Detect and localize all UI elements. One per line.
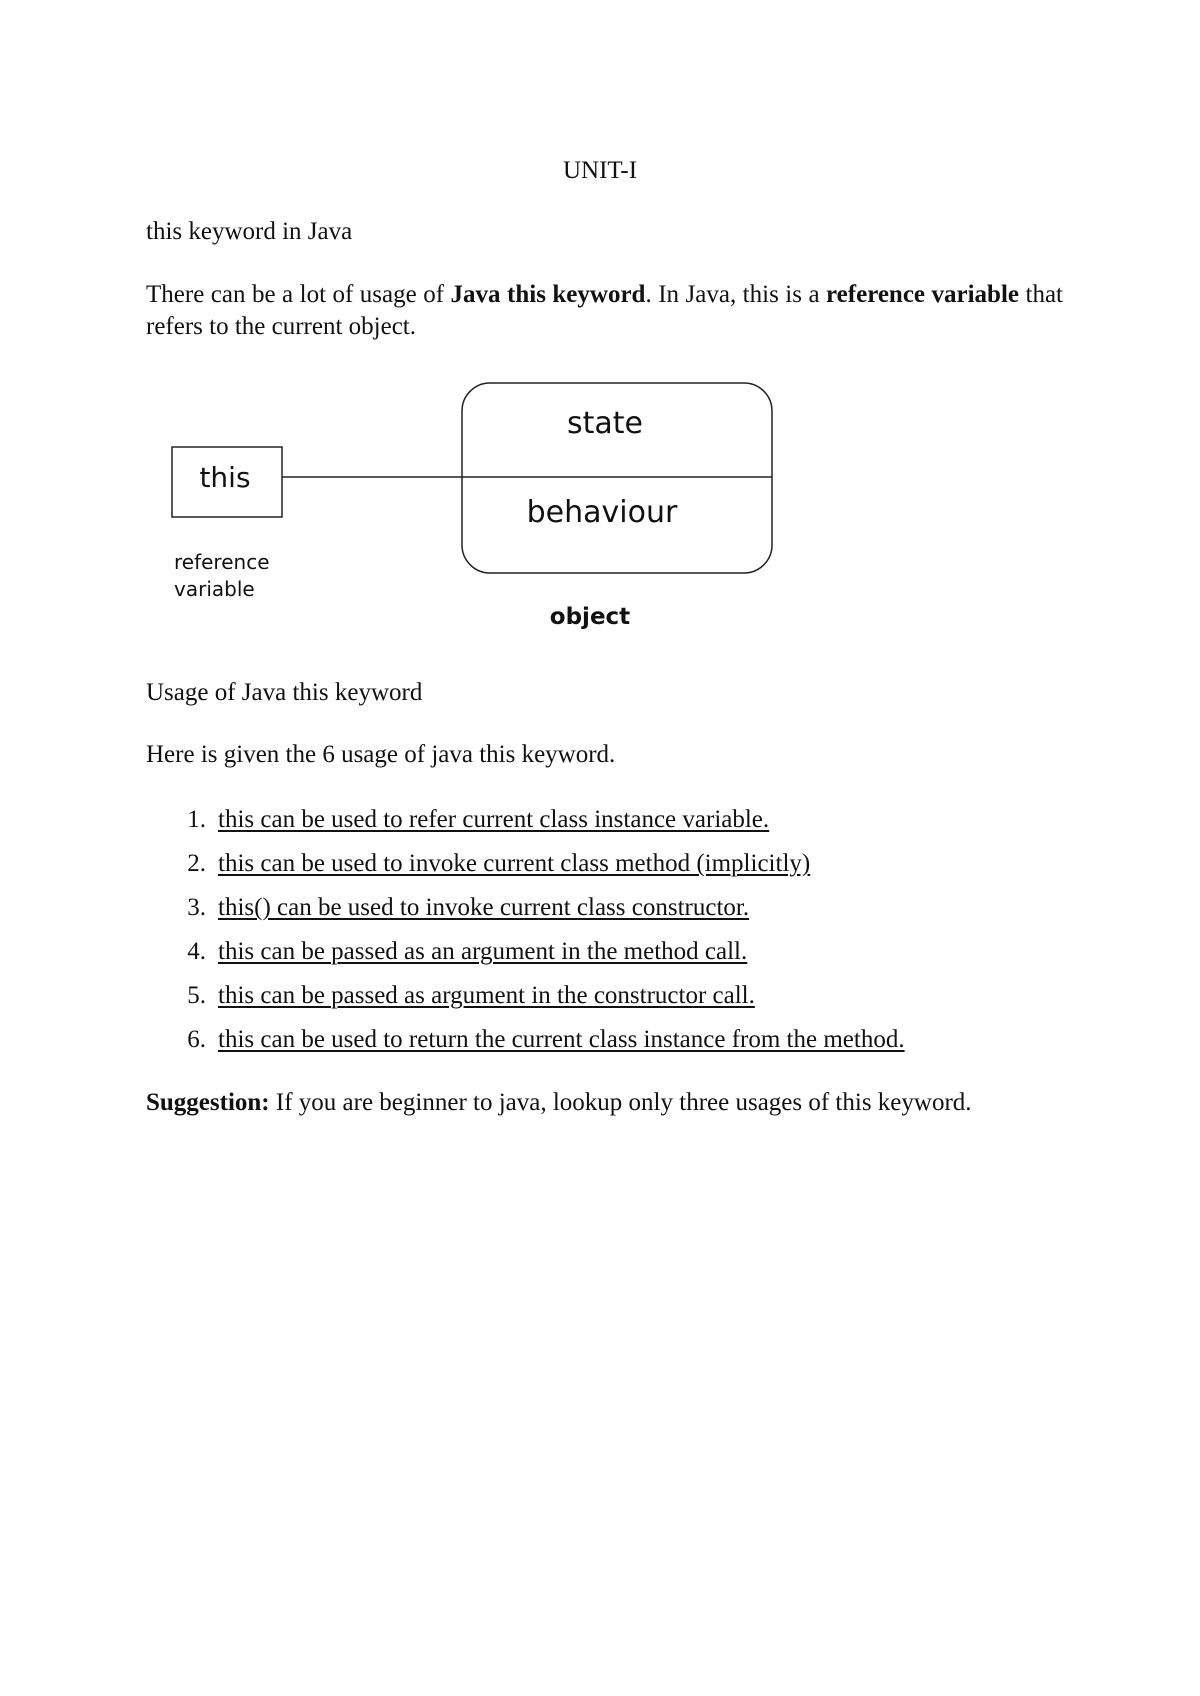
usage-link-invoke-constructor[interactable]: this() can be used to invoke current class constructor. <box>218 894 750 921</box>
list-item-number: 6. <box>187 1026 206 1053</box>
list-item-number: 5. <box>187 982 206 1009</box>
list-item-number: 1. <box>187 806 206 833</box>
list-item <box>146 937 905 981</box>
list-item-number: 4. <box>187 938 206 965</box>
usage-link-invoke-method[interactable]: this can be used to invoke current class method (implicitly) <box>218 850 811 877</box>
usage-intro: Here is given the 6 usage of java this keyword. <box>146 741 616 768</box>
object-state-label: state <box>567 406 643 441</box>
list-item <box>146 805 905 849</box>
usage-list <box>146 805 905 1069</box>
reference-caption-line2: variable <box>174 577 255 601</box>
list-item <box>146 849 905 893</box>
intro-bold-reference-variable: reference variable <box>826 281 1020 308</box>
intro-text-3: that refers to the current object. <box>146 281 1063 340</box>
intro-text-1: There can be a lot of usage of <box>146 281 451 308</box>
object-caption: object <box>549 604 631 630</box>
usage-heading: Usage of Java this keyword <box>146 679 423 706</box>
suggestion-label: Suggestion: <box>146 1089 270 1116</box>
usage-link-return-instance[interactable]: this can be used to return the current class instance from the method. <box>218 1026 905 1053</box>
reference-caption-line1: reference <box>174 550 270 574</box>
list-item <box>146 981 905 1025</box>
list-item-number: 3. <box>187 894 206 921</box>
suggestion-text: If you are beginner to java, lookup only three usages of this keyword. <box>269 1089 972 1116</box>
list-item <box>146 893 905 937</box>
usage-link-instance-variable[interactable]: this can be used to refer current class instance variable. <box>218 806 770 833</box>
this-reference-diagram <box>150 375 800 645</box>
unit-title: UNIT-I <box>562 157 638 184</box>
object-behaviour-label: behaviour <box>526 495 678 530</box>
list-item <box>146 1025 905 1069</box>
intro-paragraph <box>146 279 1063 343</box>
suggestion-paragraph <box>146 1087 1063 1119</box>
this-box-label: this <box>199 461 251 494</box>
usage-link-method-argument[interactable]: this can be passed as an argument in the method call. <box>218 938 748 965</box>
usage-link-constructor-argument[interactable]: this can be passed as argument in the constructor call. <box>218 982 755 1009</box>
topic-heading: this keyword in Java <box>146 218 353 245</box>
intro-text-2: . In Java, this is a <box>645 281 827 308</box>
list-item-number: 2. <box>187 850 206 877</box>
intro-bold-java-this-keyword: Java this keyword <box>450 281 646 308</box>
